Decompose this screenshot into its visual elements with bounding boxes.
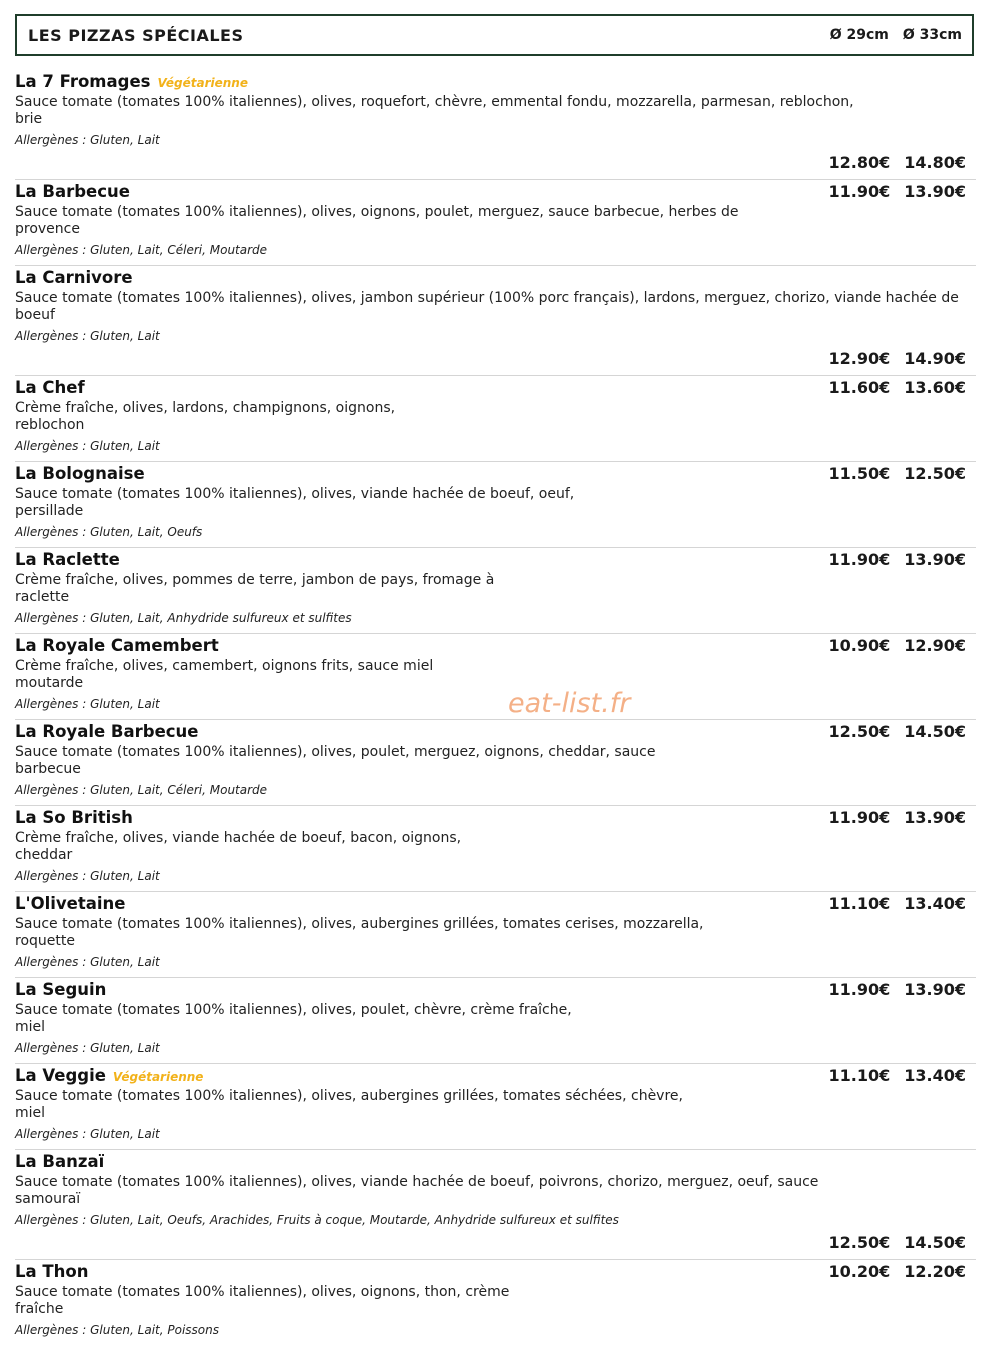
price-29: 12.80€ bbox=[828, 153, 891, 172]
price-33: 14.50€ bbox=[904, 1233, 966, 1252]
pizza-item bbox=[15, 634, 976, 720]
pizza-item bbox=[15, 1064, 976, 1150]
pizza-name: La Veggie bbox=[15, 1066, 106, 1085]
pizza-allergens: Allergènes : Gluten, Lait bbox=[15, 1041, 160, 1055]
pizza-item bbox=[15, 266, 976, 376]
pizza-prices bbox=[815, 636, 967, 655]
price-33: 13.40€ bbox=[904, 1066, 966, 1085]
pizza-description: Sauce tomate (tomates 100% italiennes), olives, oignons, poulet, merguez, sauce barbecue, herbes de provence bbox=[15, 204, 739, 237]
pizza-description: Sauce tomate (tomates 100% italiennes), olives, roquefort, chèvre, emmental fondu, mozzarella, parmesan, reblochon, brie bbox=[15, 94, 854, 127]
pizza-description: Sauce tomate (tomates 100% italiennes), olives, aubergines grillées, tomates cerises, mozzarella, roquette bbox=[15, 916, 704, 949]
price-29: 11.10€ bbox=[828, 894, 891, 913]
price-33: 13.90€ bbox=[904, 808, 966, 827]
pizza-allergens: Allergènes : Gluten, Lait bbox=[15, 1127, 160, 1141]
pizza-item bbox=[15, 1260, 976, 1345]
price-33: 13.90€ bbox=[904, 550, 966, 569]
pizza-name: La Seguin bbox=[15, 980, 107, 999]
pizza-allergens: Allergènes : Gluten, Lait bbox=[15, 697, 160, 711]
price-29: 11.10€ bbox=[828, 1066, 891, 1085]
pizza-description: Sauce tomate (tomates 100% italiennes), olives, jambon supérieur (100% porc français), lardons, merguez, chorizo, viande hachée de boeuf bbox=[15, 290, 959, 323]
pizza-prices bbox=[15, 347, 976, 375]
price-29: 10.20€ bbox=[828, 1262, 891, 1281]
pizza-prices bbox=[815, 808, 967, 827]
price-33: 12.50€ bbox=[904, 464, 966, 483]
price-33: 12.20€ bbox=[904, 1262, 966, 1281]
pizza-description: Crème fraîche, olives, lardons, champignons, oignons, reblochon bbox=[15, 400, 396, 433]
watermark: eat-list.fr bbox=[508, 688, 631, 719]
pizza-item bbox=[15, 180, 976, 266]
pizza-list bbox=[15, 70, 976, 1345]
pizza-description: Sauce tomate (tomates 100% italiennes), olives, aubergines grillées, tomates séchées, chèvre, miel bbox=[15, 1088, 683, 1121]
size-33-label: Ø 33cm bbox=[902, 27, 962, 43]
vegetarian-badge: Végétarienne bbox=[112, 1070, 204, 1084]
pizza-allergens: Allergènes : Gluten, Lait bbox=[15, 329, 160, 343]
pizza-name: La Barbecue bbox=[15, 182, 130, 201]
pizza-allergens: Allergènes : Gluten, Lait, Oeufs, Arachides, Fruits à coque, Moutarde, Anhydride sulfureux et sulfites bbox=[15, 1213, 619, 1227]
size-columns bbox=[816, 27, 962, 43]
pizza-allergens: Allergènes : Gluten, Lait, Poissons bbox=[15, 1323, 219, 1337]
pizza-prices bbox=[15, 1231, 976, 1259]
pizza-item bbox=[15, 376, 976, 462]
pizza-item bbox=[15, 70, 976, 180]
pizza-description: Sauce tomate (tomates 100% italiennes), olives, poulet, chèvre, crème fraîche, miel bbox=[15, 1002, 572, 1035]
pizza-allergens: Allergènes : Gluten, Lait, Céleri, Moutarde bbox=[15, 783, 268, 797]
price-33: 14.90€ bbox=[904, 349, 966, 368]
pizza-allergens: Allergènes : Gluten, Lait bbox=[15, 439, 160, 453]
section-title: LES PIZZAS SPÉCIALES bbox=[28, 25, 244, 45]
pizza-description: Sauce tomate (tomates 100% italiennes), olives, viande hachée de boeuf, poivrons, chorizo, merguez, oeuf, sauce samouraï bbox=[15, 1174, 819, 1207]
price-33: 12.90€ bbox=[904, 636, 966, 655]
pizza-item bbox=[15, 892, 976, 978]
price-29: 11.60€ bbox=[828, 378, 891, 397]
price-33: 14.80€ bbox=[904, 153, 966, 172]
pizza-prices bbox=[815, 464, 967, 483]
price-33: 13.90€ bbox=[904, 980, 966, 999]
price-29: 12.50€ bbox=[828, 722, 891, 741]
pizza-prices bbox=[815, 182, 967, 201]
price-29: 11.90€ bbox=[828, 808, 891, 827]
pizza-name: La Royale Barbecue bbox=[15, 722, 199, 741]
pizza-allergens: Allergènes : Gluten, Lait bbox=[15, 133, 160, 147]
pizza-description: Sauce tomate (tomates 100% italiennes), olives, viande hachée de boeuf, oeuf, persillade bbox=[15, 486, 575, 519]
price-29: 12.50€ bbox=[828, 1233, 891, 1252]
pizza-name: La Thon bbox=[15, 1262, 89, 1281]
pizza-prices bbox=[815, 722, 967, 741]
size-29-label: Ø 29cm bbox=[829, 27, 889, 43]
price-29: 10.90€ bbox=[828, 636, 891, 655]
price-33: 14.50€ bbox=[904, 722, 966, 741]
pizza-name: La Raclette bbox=[15, 550, 120, 569]
pizza-name: La Carnivore bbox=[15, 268, 133, 287]
price-33: 13.90€ bbox=[904, 182, 966, 201]
section-header bbox=[15, 14, 974, 56]
pizza-allergens: Allergènes : Gluten, Lait bbox=[15, 869, 160, 883]
price-29: 11.90€ bbox=[828, 550, 891, 569]
vegetarian-badge: Végétarienne bbox=[157, 76, 248, 90]
pizza-item bbox=[15, 548, 976, 634]
pizza-allergens: Allergènes : Gluten, Lait, Céleri, Moutarde bbox=[15, 243, 268, 257]
pizza-name: La So British bbox=[15, 808, 133, 827]
pizza-name: La 7 Fromages bbox=[15, 72, 151, 91]
pizza-allergens: Allergènes : Gluten, Lait, Anhydride sulfureux et sulfites bbox=[15, 611, 352, 625]
pizza-description: Crème fraîche, olives, viande hachée de boeuf, bacon, oignons, cheddar bbox=[15, 830, 462, 863]
pizza-item bbox=[15, 978, 976, 1064]
pizza-name: L'Olivetaine bbox=[15, 894, 126, 913]
pizza-allergens: Allergènes : Gluten, Lait bbox=[15, 955, 160, 969]
pizza-prices bbox=[815, 894, 967, 913]
pizza-name: La Chef bbox=[15, 378, 85, 397]
pizza-name: La Royale Camembert bbox=[15, 636, 219, 655]
pizza-description: Sauce tomate (tomates 100% italiennes), olives, oignons, thon, crème fraîche bbox=[15, 1284, 510, 1317]
pizza-item bbox=[15, 462, 976, 548]
pizza-prices bbox=[15, 151, 976, 179]
price-33: 13.40€ bbox=[904, 894, 966, 913]
price-29: 11.50€ bbox=[828, 464, 891, 483]
price-29: 12.90€ bbox=[828, 349, 891, 368]
pizza-item bbox=[15, 720, 976, 806]
pizza-prices bbox=[815, 1066, 967, 1085]
pizza-name: La Bolognaise bbox=[15, 464, 145, 483]
pizza-item bbox=[15, 1150, 976, 1260]
pizza-prices bbox=[815, 550, 967, 569]
pizza-name: La Banzaï bbox=[15, 1152, 105, 1171]
pizza-allergens: Allergènes : Gluten, Lait, Oeufs bbox=[15, 525, 203, 539]
price-29: 11.90€ bbox=[828, 182, 891, 201]
pizza-prices bbox=[815, 378, 967, 397]
price-33: 13.60€ bbox=[904, 378, 966, 397]
pizza-prices bbox=[815, 980, 967, 999]
pizza-item bbox=[15, 806, 976, 892]
pizza-description: Sauce tomate (tomates 100% italiennes), olives, poulet, merguez, oignons, cheddar, sauce barbecue bbox=[15, 744, 656, 777]
pizza-description: Crème fraîche, olives, pommes de terre, jambon de pays, fromage à raclette bbox=[15, 572, 495, 605]
price-29: 11.90€ bbox=[828, 980, 891, 999]
pizza-description: Crème fraîche, olives, camembert, oignons frits, sauce miel moutarde bbox=[15, 658, 434, 691]
pizza-prices bbox=[815, 1262, 967, 1281]
